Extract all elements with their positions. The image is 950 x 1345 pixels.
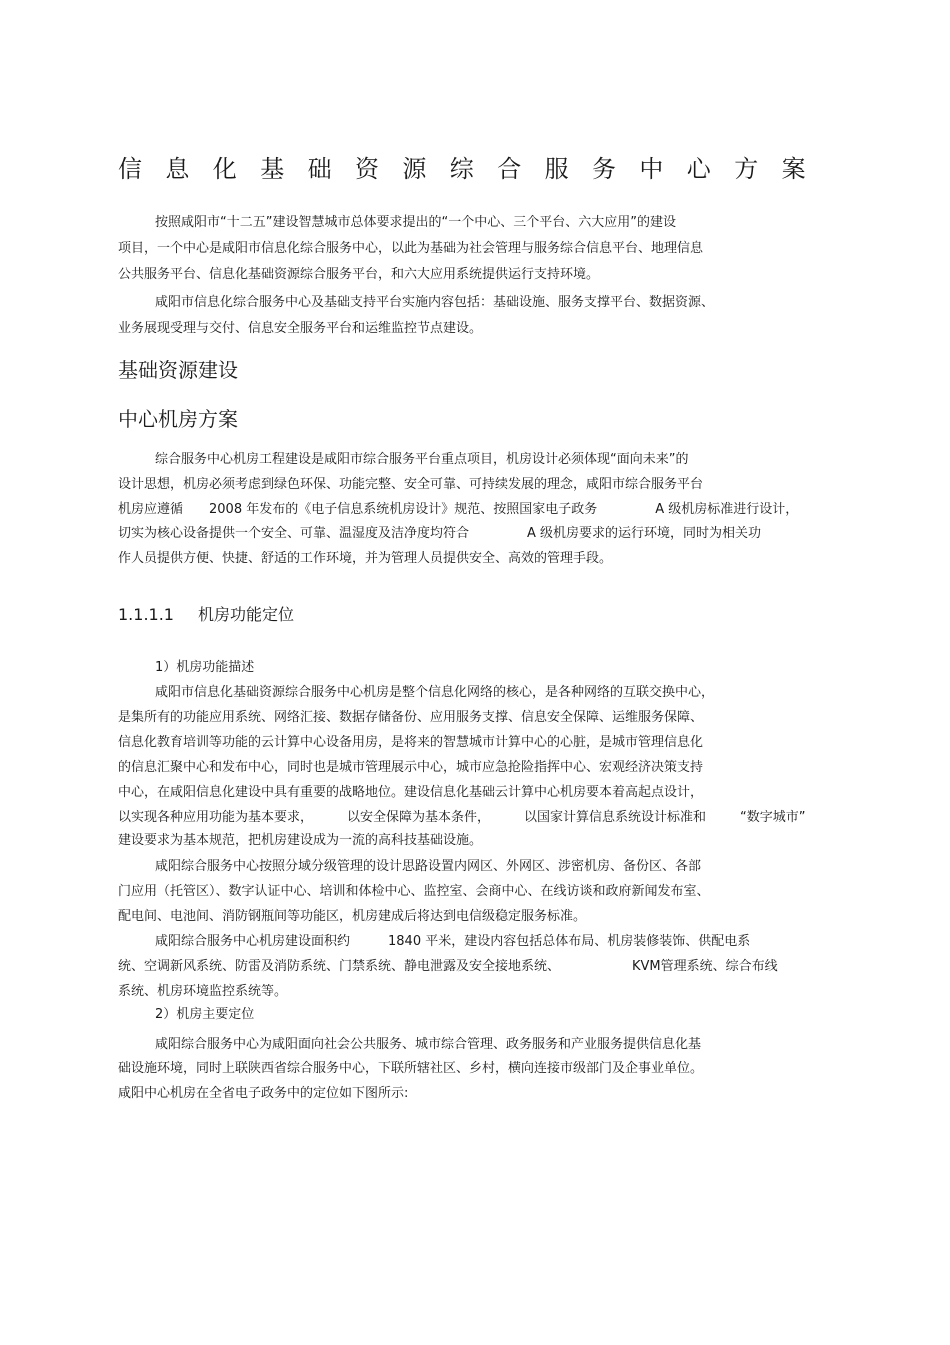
function-p1-line-1: 咸阳市信息化基础资源综合服务中心机房是整个信息化网络的核心，是各种网络的互联交换中心，: [155, 685, 715, 700]
function-p1-line-7: 建设要求为基本规范，把机房建设成为一流的高科技基础设施。: [118, 833, 483, 848]
function-p1-line-6-part-1: 以实现各种应用功能为基本要求，: [118, 810, 314, 825]
function-p1-line-5: 中心，在咸阳信息化建设中具有重要的战略地位。建设信息化基础云计算中心机房要本着高起点设计，: [118, 785, 704, 800]
intro-line-2: 项目，一个中心是咸阳市信息化综合服务中心，以此为基础为社会管理与服务综合信息平台、地理信息: [118, 241, 704, 256]
center-line-5: 作人员提供方便、快捷、舒适的工作环境，并为管理人员提供安全、高效的管理手段。: [118, 551, 613, 566]
function-p3-line-3: 系统、机房环境监控系统等。: [118, 984, 288, 999]
function-p3-line-1-part-2: 1840 平米，建设内容包括总体布局、机房装修装饰、供配电系: [388, 934, 751, 949]
function-p2-line-3: 配电间、电池间、消防钢瓶间等功能区，机房建成后将达到电信级稳定服务标准。: [118, 909, 587, 924]
center-line-2: 设计思想，机房必须考虑到绿色环保、功能完整、安全可靠、可持续发展的理念，咸阳市综合服务平台: [118, 477, 704, 492]
function-p2-line-1: 咸阳综合服务中心按照分域分级管理的设计思路设置内网区、外网区、涉密机房、备份区、各部: [155, 859, 702, 874]
intro-line-1: 按照咸阳市“十二五”建设智慧城市总体要求提出的“一个中心、三个平台、六大应用”的建设: [155, 215, 676, 230]
subsection-title: 机房功能定位: [198, 605, 295, 624]
document-title: 信息化基础资源综合服务中心方案: [118, 155, 829, 183]
position-line-1: 咸阳综合服务中心为咸阳面向社会公共服务、城市综合管理、政务服务和产业服务提供信息化基: [155, 1037, 702, 1052]
function-p1-line-6: [118, 809, 806, 827]
subsection-number: 1.1.1.1: [118, 605, 174, 624]
intro-line-3: 公共服务平台、信息化基础资源综合服务平台，和六大应用系统提供运行支持环境。: [118, 267, 600, 282]
position-line-3: 咸阳中心机房在全省电子政务中的定位如下图所示:: [118, 1086, 409, 1101]
function-p3-line-2-part-1: 统、空调新风系统、防雷及消防系统、门禁系统、静电泄露及安全接地系统、: [118, 959, 561, 974]
function-p1-line-2: 是集所有的功能应用系统、网络汇接、数据存储备份、应用服务支撑、信息安全保障、运维服务保障、: [118, 710, 704, 725]
position-line-2: 础设施环境，同时上联陕西省综合服务中心，下联所辖社区、乡村，横向连接市级部门及企事业单位。: [118, 1061, 704, 1076]
function-p3-line-1-part-1: 咸阳综合服务中心机房建设面积约: [155, 934, 351, 949]
function-p1-line-3: 信息化教育培训等功能的云计算中心设备用房，是将来的智慧城市计算中心的心脏，是城市管理信息化: [118, 735, 704, 750]
center-line-3-part-1: 机房应遵循: [118, 502, 184, 517]
subsection-heading: [118, 603, 294, 627]
center-line-3-part-2: 2008 年发布的《电子信息系统机房设计》规范、按照国家电子政务: [209, 502, 598, 517]
center-line-3: [118, 501, 798, 519]
center-line-1: 综合服务中心机房工程建设是咸阳市综合服务平台重点项目，机房设计必须体现“面向未来”的: [155, 452, 689, 467]
function-p3-line-1: [155, 933, 750, 951]
function-p2-line-2: 门应用（托管区）、数字认证中心、培训和体检中心、监控室、会商中心、在线访谈和政府新闻发布室、: [118, 884, 710, 899]
center-line-4-part-1: 切实为核心设备提供一个安全、可靠、温湿度及洁净度均符合: [118, 526, 470, 541]
center-line-4-part-2: A 级机房要求的运行环境，同时为相关功: [527, 526, 762, 541]
function-p1-line-6-part-2: 以安全保障为基本条件，: [347, 810, 491, 825]
intro-line-5: 业务展现受理与交付、信息安全服务平台和运维监控节点建设。: [118, 321, 483, 336]
function-p1-line-6-part-4: “数字城市”: [740, 810, 806, 825]
center-line-3-part-3: A 级机房标准进行设计，: [655, 502, 799, 517]
function-p3-line-2-part-2: KVM管理系统、综合布线: [632, 959, 778, 974]
function-p1-line-4: 的信息汇聚中心和发布中心，同时也是城市管理展示中心，城市应急抢险指挥中心、宏观经济决策支持: [118, 760, 704, 775]
function-p1-line-6-part-3: 以国家计算信息系统设计标准和: [524, 810, 707, 825]
function-heading: 1）机房功能描述: [155, 660, 255, 675]
section-heading-machine-room: 中心机房方案: [118, 407, 238, 431]
section-heading-infrastructure: 基础资源建设: [118, 358, 238, 382]
function-p3-line-2: [118, 958, 778, 976]
center-line-4: [118, 525, 761, 543]
position-heading: 2）机房主要定位: [155, 1007, 255, 1022]
intro-line-4: 咸阳市信息化综合服务中心及基础支持平台实施内容包括：基础设施、服务支撑平台、数据资源、: [155, 295, 715, 310]
